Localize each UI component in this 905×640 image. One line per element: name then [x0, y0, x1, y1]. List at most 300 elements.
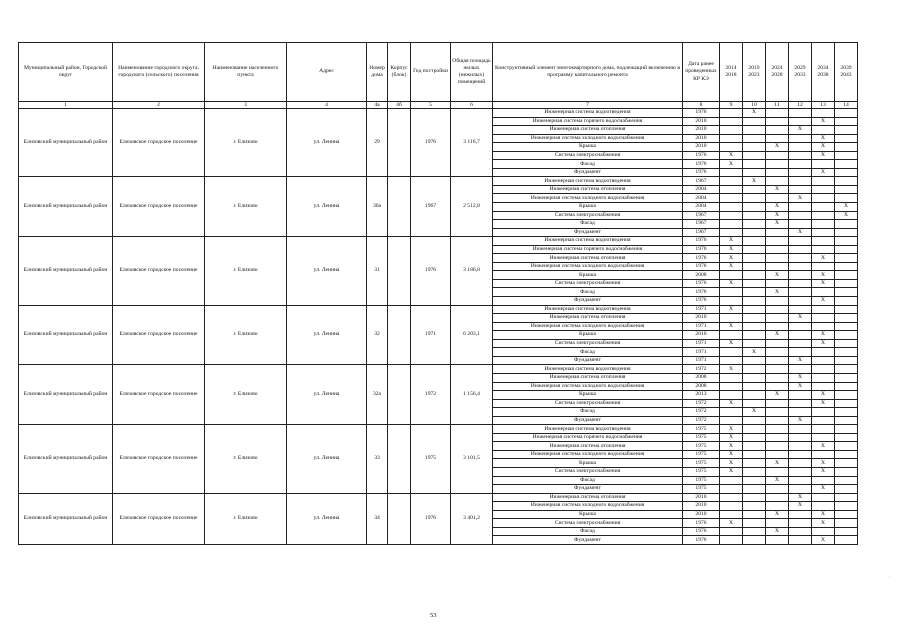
- period-mark-cell: [743, 373, 766, 382]
- structural-element-cell: Инженерная система горячего водоснабжения: [493, 245, 683, 254]
- previous-repair-date-cell: 1971: [683, 356, 720, 365]
- structural-element-cell: Крыша: [493, 143, 683, 152]
- previous-repair-date-cell: 1967: [683, 211, 720, 220]
- period-mark-cell: [812, 493, 835, 502]
- district-cell: Елизовский муниципальный район: [19, 493, 113, 544]
- street-cell: ул. Ленина: [287, 493, 367, 544]
- period-mark-cell: [812, 237, 835, 246]
- period-mark-cell: [835, 314, 858, 323]
- structural-element-cell: Инженерная система холодного водоснабжения: [493, 450, 683, 459]
- settlement-cell: Елизовское городское поселение: [113, 365, 205, 425]
- table-row: [19, 109, 858, 118]
- previous-repair-date-cell: 2008: [683, 382, 720, 391]
- period-mark-cell: [835, 143, 858, 152]
- period-mark-cell: [766, 151, 789, 160]
- period-mark-cell: [720, 314, 743, 323]
- period-mark-cell: [789, 160, 812, 169]
- period-mark-cell: [766, 339, 789, 348]
- locality-cell: г. Елизово: [205, 365, 287, 425]
- period-mark-cell: [743, 220, 766, 229]
- house-number-cell: 32: [367, 305, 388, 365]
- street-cell: ул. Ленина: [287, 305, 367, 365]
- area-cell: 6 203,1: [451, 305, 493, 365]
- build-year-cell: 1971: [411, 305, 451, 365]
- area-cell: 3 186,8: [451, 237, 493, 305]
- period-mark-cell: [720, 134, 743, 143]
- previous-repair-date-cell: 1976: [683, 168, 720, 177]
- period-mark-cell: [720, 408, 743, 417]
- period-mark-cell: X: [720, 442, 743, 451]
- period-mark-cell: X: [766, 143, 789, 152]
- build-year-cell: 1975: [411, 425, 451, 493]
- period-mark-cell: X: [812, 134, 835, 143]
- period-mark-cell: [720, 288, 743, 297]
- period-mark-cell: [835, 194, 858, 203]
- area-cell: 3 101,5: [451, 425, 493, 493]
- period-mark-cell: [835, 416, 858, 425]
- period-mark-cell: [789, 211, 812, 220]
- column-number: 12: [789, 102, 812, 109]
- column-header: Год постройки: [411, 43, 451, 102]
- previous-repair-date-cell: 2010: [683, 493, 720, 502]
- period-mark-cell: [766, 322, 789, 331]
- structural-element-cell: Инженерная система водоотведения: [493, 305, 683, 314]
- build-year-cell: 1976: [411, 237, 451, 305]
- structural-element-cell: Фасад: [493, 220, 683, 229]
- period-mark-cell: [789, 476, 812, 485]
- period-mark-cell: [766, 126, 789, 135]
- period-mark-cell: [789, 151, 812, 160]
- locality-cell: г. Елизово: [205, 177, 287, 237]
- period-mark-cell: [743, 279, 766, 288]
- column-header: Наименование городского округа, городского (сельского) поселения: [113, 43, 205, 102]
- period-mark-cell: X: [720, 519, 743, 528]
- period-mark-cell: [812, 220, 835, 229]
- period-mark-cell: X: [720, 151, 743, 160]
- period-mark-cell: [835, 527, 858, 536]
- period-mark-cell: [743, 382, 766, 391]
- period-mark-cell: X: [720, 365, 743, 374]
- period-mark-cell: X: [789, 194, 812, 203]
- previous-repair-date-cell: 1976: [683, 245, 720, 254]
- period-mark-cell: [743, 211, 766, 220]
- structural-element-cell: Инженерная система отопления: [493, 126, 683, 135]
- period-mark-cell: [743, 305, 766, 314]
- period-mark-cell: [720, 126, 743, 135]
- structural-element-cell: Система электроснабжения: [493, 211, 683, 220]
- period-mark-cell: [720, 168, 743, 177]
- period-mark-cell: [766, 450, 789, 459]
- previous-repair-date-cell: 2008: [683, 373, 720, 382]
- period-mark-cell: [812, 322, 835, 331]
- period-mark-cell: [789, 168, 812, 177]
- period-mark-cell: X: [812, 510, 835, 519]
- period-mark-cell: [743, 416, 766, 425]
- period-mark-cell: [743, 271, 766, 280]
- period-mark-cell: X: [720, 339, 743, 348]
- previous-repair-date-cell: 2010: [683, 143, 720, 152]
- previous-repair-date-cell: 1971: [683, 339, 720, 348]
- settlement-cell: Елизовское городское поселение: [113, 237, 205, 305]
- period-mark-cell: [835, 177, 858, 186]
- period-mark-cell: [835, 365, 858, 374]
- period-mark-cell: X: [743, 109, 766, 118]
- period-mark-cell: [812, 425, 835, 434]
- period-mark-cell: [812, 348, 835, 357]
- period-mark-cell: [720, 485, 743, 494]
- scan-mark: ·: [889, 575, 891, 581]
- period-mark-cell: [743, 536, 766, 545]
- period-mark-cell: [835, 331, 858, 340]
- period-mark-cell: [766, 502, 789, 511]
- previous-repair-date-cell: 1972: [683, 399, 720, 408]
- period-mark-cell: [743, 391, 766, 400]
- period-mark-cell: X: [720, 322, 743, 331]
- structural-element-cell: Инженерная система отопления: [493, 373, 683, 382]
- period-mark-cell: [835, 450, 858, 459]
- previous-repair-date-cell: 2008: [683, 271, 720, 280]
- period-mark-cell: [743, 134, 766, 143]
- previous-repair-date-cell: 1967: [683, 228, 720, 237]
- period-mark-cell: [743, 297, 766, 306]
- period-mark-cell: [789, 109, 812, 118]
- period-mark-cell: [789, 459, 812, 468]
- period-mark-cell: [789, 536, 812, 545]
- column-number: 6: [451, 102, 493, 109]
- period-mark-cell: [835, 356, 858, 365]
- period-mark-cell: [835, 271, 858, 280]
- period-mark-cell: [766, 408, 789, 417]
- period-mark-cell: [743, 160, 766, 169]
- period-mark-cell: [789, 322, 812, 331]
- previous-repair-date-cell: 1972: [683, 416, 720, 425]
- structural-element-cell: Инженерная система отопления: [493, 254, 683, 263]
- period-mark-cell: X: [766, 220, 789, 229]
- period-mark-cell: [835, 126, 858, 135]
- previous-repair-date-cell: 1975: [683, 450, 720, 459]
- period-mark-cell: X: [835, 211, 858, 220]
- block-cell: [388, 305, 411, 365]
- period-mark-cell: [720, 297, 743, 306]
- period-mark-cell: [835, 160, 858, 169]
- period-mark-cell: [743, 262, 766, 271]
- period-mark-cell: [812, 185, 835, 194]
- period-mark-cell: [835, 109, 858, 118]
- period-mark-cell: [743, 450, 766, 459]
- structural-element-cell: Система электроснабжения: [493, 519, 683, 528]
- period-mark-cell: X: [743, 177, 766, 186]
- previous-repair-date-cell: 1976: [683, 279, 720, 288]
- area-cell: 2 512,8: [451, 177, 493, 237]
- period-mark-cell: [766, 399, 789, 408]
- structural-element-cell: Фундамент: [493, 168, 683, 177]
- period-mark-cell: [835, 288, 858, 297]
- period-mark-cell: [720, 271, 743, 280]
- column-number: 2: [113, 102, 205, 109]
- period-mark-cell: [766, 425, 789, 434]
- period-mark-cell: [766, 373, 789, 382]
- structural-element-cell: Фундамент: [493, 485, 683, 494]
- column-header: 2019 2023: [743, 43, 766, 102]
- structural-element-cell: Крыша: [493, 203, 683, 212]
- period-mark-cell: [789, 510, 812, 519]
- period-mark-cell: [743, 467, 766, 476]
- structural-element-cell: Инженерная система холодного водоснабжения: [493, 382, 683, 391]
- period-mark-cell: [743, 485, 766, 494]
- period-mark-cell: X: [812, 254, 835, 263]
- period-mark-cell: [835, 399, 858, 408]
- period-mark-cell: [835, 322, 858, 331]
- period-mark-cell: [766, 254, 789, 263]
- period-mark-cell: X: [720, 160, 743, 169]
- period-mark-cell: [835, 297, 858, 306]
- previous-repair-date-cell: 1972: [683, 365, 720, 374]
- district-cell: Елизовский муниципальный район: [19, 305, 113, 365]
- table-row: [19, 365, 858, 374]
- table-row: [19, 305, 858, 314]
- period-mark-cell: [766, 416, 789, 425]
- structural-element-cell: Фундамент: [493, 356, 683, 365]
- structural-element-cell: Фундамент: [493, 536, 683, 545]
- column-header: Корпус (блок): [388, 43, 411, 102]
- period-mark-cell: X: [720, 262, 743, 271]
- period-mark-cell: [789, 365, 812, 374]
- settlement-cell: Елизовское городское поселение: [113, 425, 205, 493]
- structural-element-cell: Крыша: [493, 510, 683, 519]
- period-mark-cell: X: [720, 459, 743, 468]
- locality-cell: г. Елизово: [205, 109, 287, 177]
- period-mark-cell: X: [720, 433, 743, 442]
- period-mark-cell: X: [812, 168, 835, 177]
- period-mark-cell: [812, 373, 835, 382]
- column-number: 13: [812, 102, 835, 109]
- period-mark-cell: [766, 177, 789, 186]
- structural-element-cell: Инженерная система холодного водоснабжения: [493, 194, 683, 203]
- column-header: Адрес: [287, 43, 367, 102]
- period-mark-cell: [789, 425, 812, 434]
- period-mark-cell: [812, 109, 835, 118]
- period-mark-cell: [720, 117, 743, 126]
- period-mark-cell: X: [789, 416, 812, 425]
- build-year-cell: 1972: [411, 365, 451, 425]
- period-mark-cell: X: [720, 279, 743, 288]
- house-number-cell: 31: [367, 237, 388, 305]
- period-mark-cell: [766, 194, 789, 203]
- period-mark-cell: [720, 211, 743, 220]
- period-mark-cell: [743, 314, 766, 323]
- settlement-cell: Елизовское городское поселение: [113, 109, 205, 177]
- previous-repair-date-cell: 2010: [683, 502, 720, 511]
- column-header: Общая площадь жилых (нежилых) помещений: [451, 43, 493, 102]
- period-mark-cell: [720, 493, 743, 502]
- previous-repair-date-cell: 1975: [683, 467, 720, 476]
- period-mark-cell: X: [720, 450, 743, 459]
- period-mark-cell: [743, 228, 766, 237]
- period-mark-cell: [766, 117, 789, 126]
- previous-repair-date-cell: 1976: [683, 519, 720, 528]
- period-mark-cell: X: [812, 519, 835, 528]
- locality-cell: г. Елизово: [205, 237, 287, 305]
- period-mark-cell: X: [812, 459, 835, 468]
- period-mark-cell: [812, 194, 835, 203]
- period-mark-cell: [743, 502, 766, 511]
- document-page: [18, 42, 858, 545]
- period-mark-cell: [812, 245, 835, 254]
- period-mark-cell: [812, 211, 835, 220]
- period-mark-cell: [720, 382, 743, 391]
- period-mark-cell: [743, 493, 766, 502]
- period-mark-cell: [766, 519, 789, 528]
- period-mark-cell: [743, 519, 766, 528]
- period-mark-cell: X: [789, 502, 812, 511]
- column-header: Номер дома: [367, 43, 388, 102]
- period-mark-cell: [835, 408, 858, 417]
- previous-repair-date-cell: 1976: [683, 288, 720, 297]
- period-mark-cell: X: [766, 459, 789, 468]
- period-mark-cell: X: [812, 485, 835, 494]
- locality-cell: г. Елизово: [205, 493, 287, 544]
- table-header-row: [19, 43, 858, 102]
- period-mark-cell: [835, 339, 858, 348]
- block-cell: [388, 425, 411, 493]
- period-mark-cell: [743, 399, 766, 408]
- period-mark-cell: [835, 382, 858, 391]
- period-mark-cell: [812, 305, 835, 314]
- previous-repair-date-cell: 1972: [683, 408, 720, 417]
- period-mark-cell: [789, 519, 812, 528]
- period-mark-cell: [835, 220, 858, 229]
- structural-element-cell: Система электроснабжения: [493, 399, 683, 408]
- period-mark-cell: [789, 185, 812, 194]
- period-mark-cell: [812, 416, 835, 425]
- column-header: Наименование населенного пункта: [205, 43, 287, 102]
- previous-repair-date-cell: 1975: [683, 485, 720, 494]
- period-mark-cell: X: [812, 331, 835, 340]
- period-mark-cell: [835, 237, 858, 246]
- structural-element-cell: Фасад: [493, 408, 683, 417]
- period-mark-cell: [766, 237, 789, 246]
- column-number: 14: [835, 102, 858, 109]
- build-year-cell: 1976: [411, 493, 451, 544]
- column-header: 2014 2018: [720, 43, 743, 102]
- period-mark-cell: X: [789, 228, 812, 237]
- period-mark-cell: [789, 408, 812, 417]
- period-mark-cell: [789, 245, 812, 254]
- locality-cell: г. Елизово: [205, 305, 287, 365]
- previous-repair-date-cell: 1976: [683, 160, 720, 169]
- block-cell: [388, 493, 411, 544]
- column-number: 7: [493, 102, 683, 109]
- district-cell: Елизовский муниципальный район: [19, 109, 113, 177]
- previous-repair-date-cell: 2004: [683, 194, 720, 203]
- period-mark-cell: [835, 476, 858, 485]
- structural-element-cell: Инженерная система водоотведения: [493, 365, 683, 374]
- period-mark-cell: [743, 365, 766, 374]
- period-mark-cell: [766, 314, 789, 323]
- structural-element-cell: Инженерная система водоотведения: [493, 425, 683, 434]
- period-mark-cell: [789, 467, 812, 476]
- period-mark-cell: [766, 168, 789, 177]
- period-mark-cell: X: [812, 391, 835, 400]
- area-cell: 3 401,2: [451, 493, 493, 544]
- previous-repair-date-cell: 2004: [683, 203, 720, 212]
- previous-repair-date-cell: 1967: [683, 220, 720, 229]
- period-mark-cell: [743, 322, 766, 331]
- period-mark-cell: X: [743, 408, 766, 417]
- structural-element-cell: Система электроснабжения: [493, 151, 683, 160]
- column-header: Муниципальный район, Городской округ: [19, 43, 113, 102]
- structural-element-cell: Инженерная система холодного водоснабжения: [493, 502, 683, 511]
- period-mark-cell: [720, 194, 743, 203]
- structural-element-cell: Фасад: [493, 288, 683, 297]
- period-mark-cell: [789, 348, 812, 357]
- period-mark-cell: [766, 262, 789, 271]
- period-mark-cell: [789, 237, 812, 246]
- structural-element-cell: Крыша: [493, 271, 683, 280]
- period-mark-cell: X: [812, 467, 835, 476]
- street-cell: ул. Ленина: [287, 365, 367, 425]
- period-mark-cell: [743, 194, 766, 203]
- period-mark-cell: X: [720, 425, 743, 434]
- settlement-cell: Елизовское городское поселение: [113, 177, 205, 237]
- period-mark-cell: [789, 305, 812, 314]
- period-mark-cell: [789, 391, 812, 400]
- period-mark-cell: X: [812, 339, 835, 348]
- block-cell: [388, 109, 411, 177]
- structural-element-cell: Крыша: [493, 459, 683, 468]
- period-mark-cell: [743, 510, 766, 519]
- previous-repair-date-cell: 1975: [683, 476, 720, 485]
- period-mark-cell: [743, 245, 766, 254]
- period-mark-cell: [766, 297, 789, 306]
- period-mark-cell: [743, 476, 766, 485]
- period-mark-cell: [812, 288, 835, 297]
- period-mark-cell: [720, 536, 743, 545]
- district-cell: Елизовский муниципальный район: [19, 365, 113, 425]
- period-mark-cell: [789, 433, 812, 442]
- structural-element-cell: Инженерная система отопления: [493, 493, 683, 502]
- period-mark-cell: [789, 271, 812, 280]
- period-mark-cell: [766, 348, 789, 357]
- period-mark-cell: X: [720, 399, 743, 408]
- period-mark-cell: [789, 339, 812, 348]
- period-mark-cell: [789, 203, 812, 212]
- period-mark-cell: [835, 117, 858, 126]
- period-mark-cell: [720, 527, 743, 536]
- period-mark-cell: [835, 433, 858, 442]
- period-mark-cell: [766, 279, 789, 288]
- previous-repair-date-cell: 2004: [683, 185, 720, 194]
- period-mark-cell: [835, 305, 858, 314]
- table-row: [19, 493, 858, 502]
- column-header: Дата ранее проведенных КР КЭ: [683, 43, 720, 102]
- period-mark-cell: [766, 485, 789, 494]
- period-mark-cell: [812, 160, 835, 169]
- column-number: 1: [19, 102, 113, 109]
- period-mark-cell: [743, 425, 766, 434]
- structural-element-cell: Инженерная система горячего водоснабжения: [493, 433, 683, 442]
- previous-repair-date-cell: 1967: [683, 177, 720, 186]
- period-mark-cell: [743, 527, 766, 536]
- column-header: 2029 2033: [789, 43, 812, 102]
- build-year-cell: 1976: [411, 109, 451, 177]
- previous-repair-date-cell: 1976: [683, 527, 720, 536]
- period-mark-cell: [812, 476, 835, 485]
- period-mark-cell: [743, 442, 766, 451]
- table-body: [19, 109, 858, 545]
- period-mark-cell: X: [789, 126, 812, 135]
- structural-element-cell: Система электроснабжения: [493, 339, 683, 348]
